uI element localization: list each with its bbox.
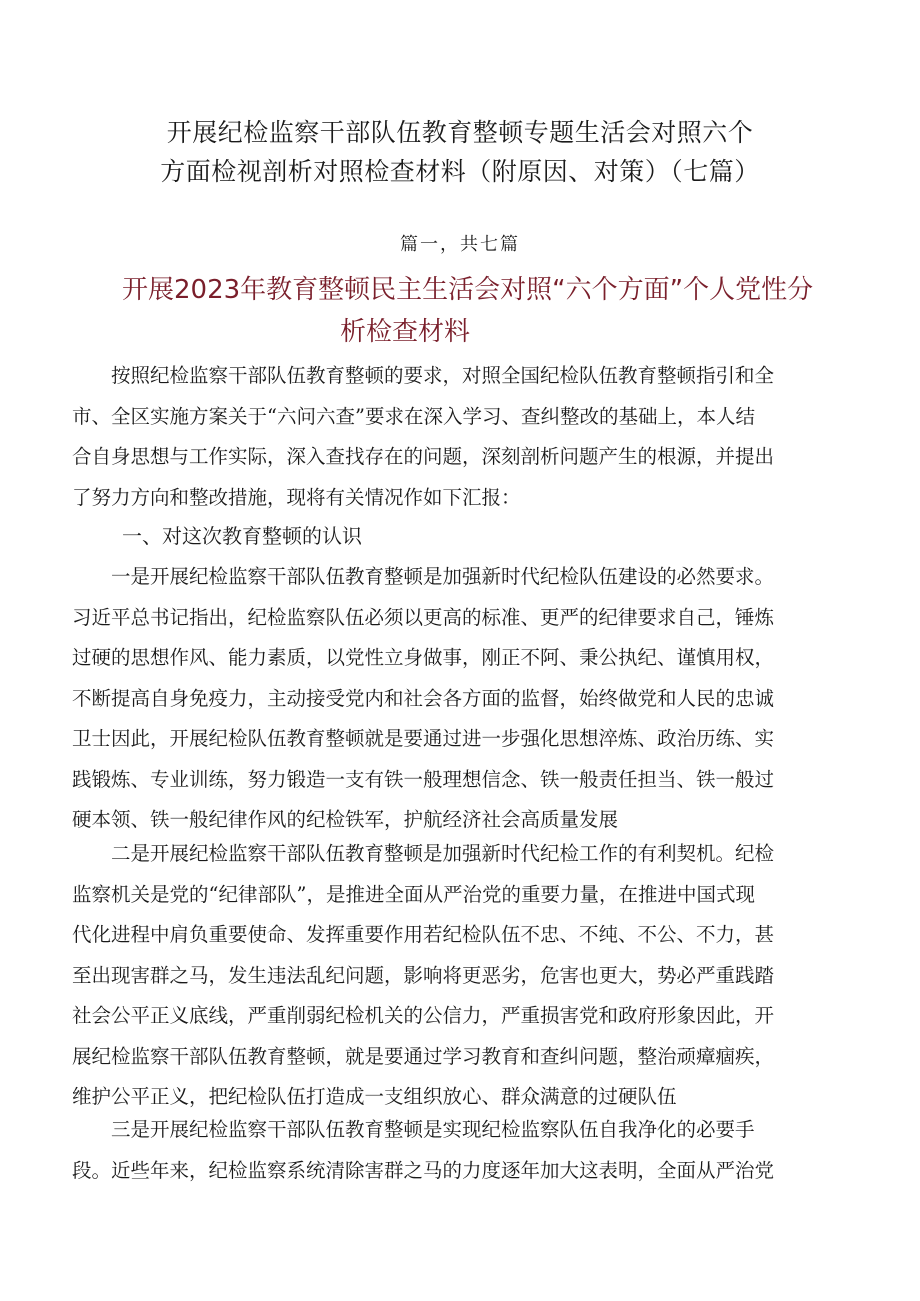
text-line: 不断提高自身免疫力，主动接受党内和社会各方面的监督，始终做党和人民的忠诚 bbox=[72, 686, 775, 710]
section-heading: 一、对这次教育整顿的认识 bbox=[122, 524, 362, 548]
text-line: 代化进程中肩负重要使命、发挥重要作用若纪检队伍不忠、不纯、不公、不力，甚 bbox=[72, 923, 775, 946]
text-line: 卫士因此，开展纪检队伍教育整顿就是要通过进一步强化思想淬炼、政治历练、实 bbox=[72, 727, 775, 750]
document-title-line-1: 开展纪检监察干部队伍教育整顿专题生活会对照六个 bbox=[166, 118, 754, 147]
text-line: 展纪检监察干部队伍教育整顿，就是要通过学习教育和查纠问题，整治顽瘴痼疾， bbox=[72, 1044, 775, 1068]
text-line: 过硬的思想作风、能力素质，以党性立身做事，刚正不阿、秉公执纪、谨慎用权， bbox=[72, 646, 775, 669]
text-line: 维护公平正义，把纪检队伍打造成一支组织放心、群众满意的过硬队伍 bbox=[72, 1085, 677, 1108]
subtitle-line-1: 开展2023年教育整顿民主生活会对照“六个方面”个人党性分 bbox=[122, 275, 814, 305]
text-line: 段。近些年来，纪检监察系统清除害群之马的力度逐年加大这表明，全面从严治党 bbox=[72, 1158, 775, 1182]
paragraph-3 bbox=[72, 1110, 862, 1191]
text-line: 硬本领、铁一般纪律作风的纪检铁军，护航经济社会高质量发展 bbox=[72, 808, 619, 831]
text-line: 二是开展纪检监察干部队伍教育整顿是加强新时代纪检工作的有利契机。纪检 bbox=[72, 842, 775, 865]
text-line: 按照纪检监察干部队伍教育整顿的要求，对照全国纪检队伍教育整顿指引和全 bbox=[72, 364, 775, 387]
paragraph-2 bbox=[72, 834, 862, 1118]
intro-paragraph bbox=[72, 356, 862, 518]
text-line: 社会公平正义底线，严重削弱纪检机关的公信力，严重损害党和政府形象因此，开 bbox=[72, 1004, 775, 1027]
document-title-line-2: 方面检视剖析对照检查材料（附原因、对策）（七篇） bbox=[160, 157, 760, 186]
text-line: 合自身思想与工作实际，深入查找存在的问题，深刻剖析问题产生的根源，并提出 bbox=[72, 445, 775, 468]
text-line: 习近平总书记指出，纪检监察队伍必须以更高的标准、更严的纪律要求自己，锤炼 bbox=[72, 605, 775, 629]
part-label: 篇一，共七篇 bbox=[400, 234, 520, 255]
text-line: 一是开展纪检监察干部队伍教育整顿是加强新时代纪检队伍建设的必然要求。 bbox=[72, 565, 775, 588]
text-line: 市、全区实施方案关于“六问六查”要求在深入学习、查纠整改的基础上，本人结 bbox=[72, 404, 755, 428]
text-line: 践锻炼、专业训练，努力锻造一支有铁一般理想信念、铁一般责任担当、铁一般过 bbox=[72, 767, 775, 791]
text-line: 了努力方向和整改措施，现将有关情况作如下汇报： bbox=[72, 485, 521, 509]
text-line: 至出现害群之马，发生违法乱纪问题，影响将更恶劣，危害也更大，势必严重践踏 bbox=[72, 963, 775, 987]
text-line: 监察机关是党的“纪律部队”，是推进全面从严治党的重要力量，在推进中国式现 bbox=[72, 882, 755, 906]
subtitle-line-2: 析检查材料 bbox=[340, 317, 471, 347]
text-line: 三是开展纪检监察干部队伍教育整顿是实现纪检监察队伍自我净化的必要手 bbox=[72, 1118, 755, 1141]
paragraph-1 bbox=[72, 557, 862, 841]
